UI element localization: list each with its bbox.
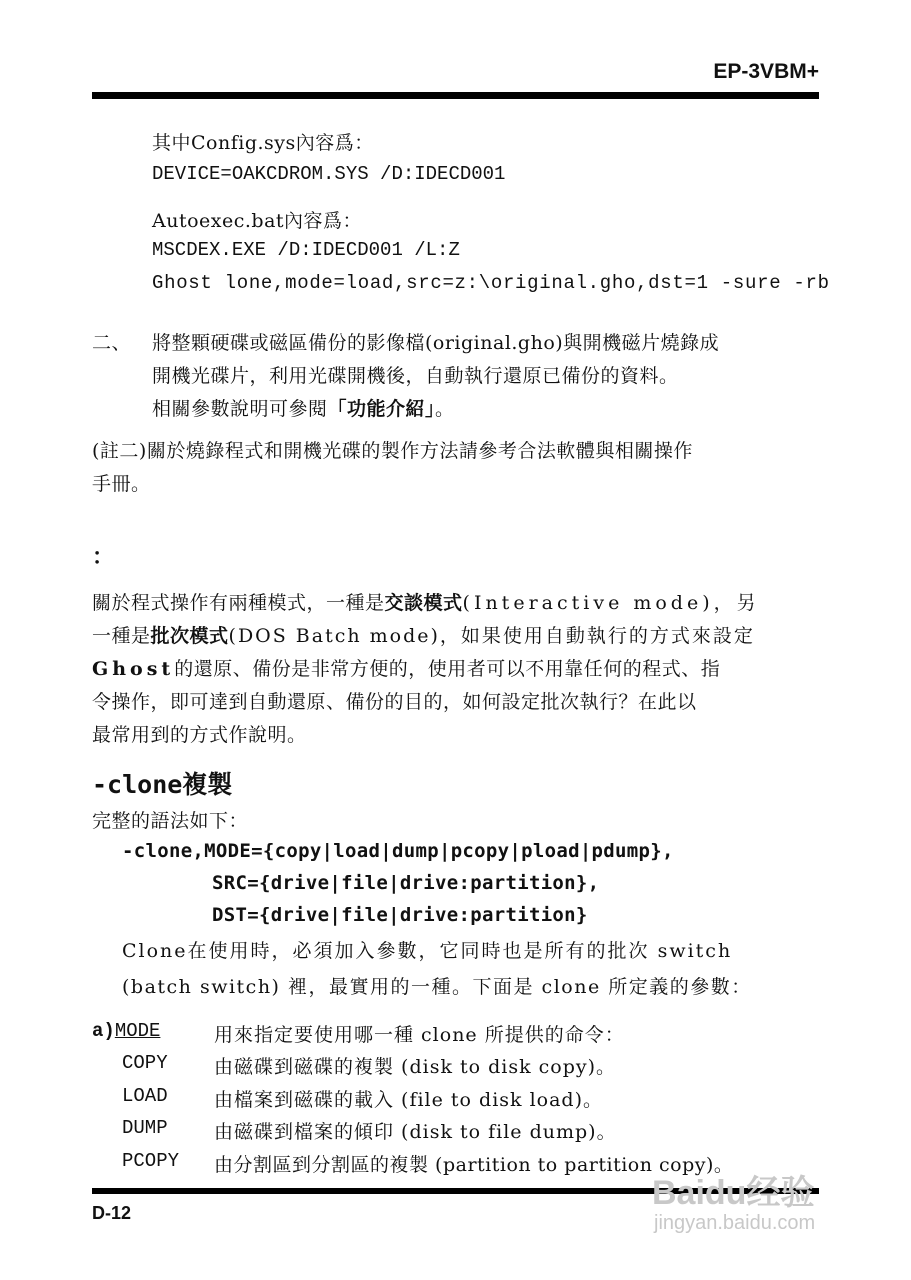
mode-list-prefix: a)	[92, 1020, 115, 1042]
intro-l1-c: (Interactive mode)，另	[462, 592, 760, 614]
intro-line-5: 最常用到的方式作說明。	[92, 724, 307, 746]
syntax-intro: 完整的語法如下：	[92, 810, 249, 832]
step2-line-3	[152, 394, 455, 421]
syntax-line-1: -clone,MODE={copy|load|dump|pcopy|pload|pdump},	[122, 840, 674, 862]
autoexec-line-1: MSCDEX.EXE /D:IDECD001 /L:Z	[152, 239, 460, 261]
mode-item-key: LOAD	[122, 1085, 168, 1107]
syntax-line-3: DST={drive|file|drive:partition}	[212, 904, 588, 926]
step2-feature-ref: 「功能介紹」	[327, 398, 436, 420]
intro-l1-a: 關於程式操作有兩種模式，一種是	[92, 592, 385, 614]
autoexec-line-2: Ghost lone,mode=load,src=z:\original.gho,dst=1 -sure -rb	[152, 272, 830, 294]
intro-line-4: 令操作，即可達到自動還原、備份的目的，如何設定批次執行？在此以	[92, 691, 697, 713]
config-intro: 其中Config.sys內容爲：	[152, 132, 374, 154]
mode-list-title	[92, 1020, 160, 1042]
baidu-watermark-url: jingyan.baidu.com	[654, 1212, 816, 1234]
step2-line-2: 開機光碟片，利用光碟開機後，自動執行還原已備份的資料。	[152, 365, 679, 387]
step2-marker: 二、	[92, 332, 132, 354]
section-colon: ：	[92, 544, 115, 570]
mode-item-key: PCOPY	[122, 1150, 180, 1172]
step2-line-3-post: 。	[435, 398, 455, 420]
note2-line-2: 手冊。	[92, 473, 151, 495]
mode-item-desc: 由檔案到磁碟的載入 (file to disk load)。	[214, 1089, 603, 1111]
clone-desc-line-2: (batch switch) 裡，最實用的一種。下面是 clone 所定義的參數：	[122, 976, 752, 998]
mode-item-key: COPY	[122, 1052, 168, 1074]
intro-l3-b: 的還原、備份是非常方便的，使用者可以不用靠任何的程式、指	[174, 658, 721, 680]
note2-line-1: (註二)關於燒錄程式和開機光碟的製作方法請參考合法軟體與相關操作	[92, 440, 693, 462]
interactive-mode-term: 交談模式	[384, 592, 463, 614]
mode-item-desc: 由磁碟到磁碟的複製 (disk to disk copy)。	[214, 1056, 617, 1078]
clone-desc-line-1: Clone在使用時，必須加入參數，它同時也是所有的批次 switch	[122, 940, 733, 962]
step2-line-3-pre: 相關參數說明可參閱	[152, 398, 328, 420]
syntax-line-2: SRC={drive|file|drive:partition},	[212, 872, 600, 894]
page-number: D-12	[92, 1203, 132, 1223]
clone-heading: -clone複製	[92, 770, 233, 799]
mode-keyword: MODE	[114, 1020, 161, 1042]
intro-line-2	[92, 621, 755, 648]
mode-item-desc: 由分割區到分割區的複製 (partition to partition copy)。	[214, 1154, 734, 1176]
batch-mode-term: 批次模式	[150, 625, 229, 647]
step2-line-1: 將整顆硬碟或磁區備份的影像檔(original.gho)與開機磁片燒錄成	[152, 332, 720, 354]
intro-line-3	[92, 654, 720, 681]
intro-l3-ghost: Ghost	[92, 658, 175, 680]
mode-item-desc: 由磁碟到檔案的傾印 (disk to file dump)。	[214, 1121, 617, 1143]
mode-item-key: DUMP	[122, 1117, 168, 1139]
intro-l2-a: 一種是	[92, 625, 151, 647]
autoexec-intro: Autoexec.bat內容爲：	[152, 210, 363, 232]
intro-line-1	[92, 588, 760, 615]
config-line: DEVICE=OAKCDROM.SYS /D:IDECD001	[152, 163, 506, 185]
mode-title-desc: 用來指定要使用哪一種 clone 所提供的命令：	[214, 1024, 625, 1046]
header-model-title: EP-3VBM+	[713, 60, 819, 83]
baidu-watermark-logo: Baidu经验	[652, 1174, 815, 1212]
intro-l2-c: (DOS Batch mode)，如果使用自動執行的方式來設定	[228, 625, 755, 647]
header-rule	[92, 92, 819, 99]
